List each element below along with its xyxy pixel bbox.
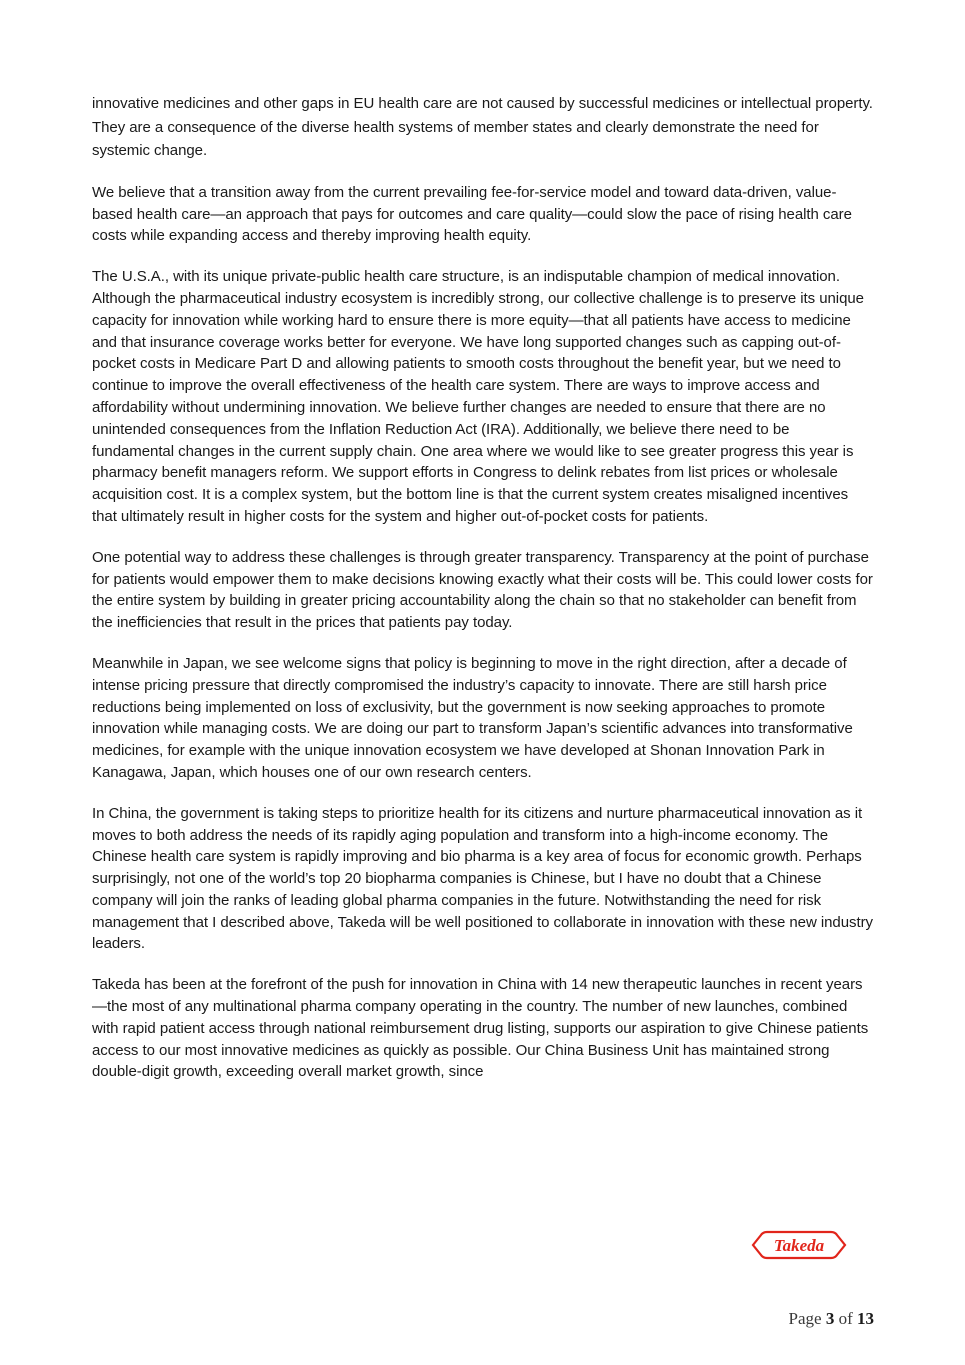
page-number — [789, 1309, 874, 1329]
current-page: 3 — [825, 1309, 835, 1328]
paragraph-2: We believe that a transition away from the current prevailing fee-for-service model and toward data-driven, value-based health care—an approach that pays for outcomes and care quality—could slow the pace of rising health care costs while expanding access and thereby improving health equity. — [92, 183, 852, 245]
paragraph-5: Meanwhile in Japan, we see welcome signs that policy is beginning to move in the right direction, after a decade of intense pricing pressure that directly compromised the industry’s capacity to innovate. There are still harsh price reductions being implemented on loss of exclusivity, but the government is now seeking approaches to promote innovation while managing costs. We are doing our part to transform Japan’s scientific advances into transformative medicines, for example with the unique innovation ecosystem we have developed at Shonan Innovation Park in Kanagawa, Japan, which houses one of our own research centers. — [92, 654, 853, 781]
paragraph-6: In China, the government is taking steps to prioritize health for its citizens and nurture pharmaceutical innovation as it moves to both address the needs of its rapidly aging population and transform into a high-income economy. The Chinese health care system is rapidly improving and bio pharma is a key area of focus for economic growth. Perhaps surprisingly, not one of the world’s top 20 biopharma companies is Chinese, but I have no doubt that a Chinese company will join the ranks of leading global pharma companies in the future. Notwithstanding the need for risk management that I described above, Takeda will be well positioned to collaborate in innovation with these new industry leaders. — [92, 804, 873, 953]
takeda-logo — [751, 1227, 847, 1263]
paragraph-1: innovative medicines and other gaps in EU health care are not caused by successful medicines or intellectual property. They are a consequence of the diverse health systems of member states and clearly demonstrate the need for systemic change. — [92, 95, 873, 160]
document-body — [92, 92, 874, 1102]
logo-wordmark: Takeda — [773, 1236, 825, 1255]
paragraph-4: One potential way to address these challenges is through greater transparency. Transparency at the point of purchase for patients would empower them to make decisions knowing exactly what their costs will be. This could lower costs for the entire system by building in greater pricing accountability along the chain so that no stakeholder can benefit from the inefficiencies that result in the prices that patients pay today. — [92, 548, 873, 632]
of-word: of — [838, 1309, 853, 1328]
paragraph-3: The U.S.A., with its unique private-public health care structure, is an indisputable champion of medical innovation. Although the pharmaceutical industry ecosystem is incredibly strong, our collective challenge is to preserve its unique capacity for innovation while working hard to ensure there is more equity—that all patients have access to medicine and that insurance coverage works better for everyone. We have long supported changes such as capping out-of-pocket costs in Medicare Part D and allowing patients to smooth costs throughout the benefit year, but we need to continue to improve the overall effectiveness of the health care system. There are ways to improve access and affordability without undermining innovation. We believe further changes are needed to ensure that there are no unintended consequences from the Inflation Reduction Act (IRA). Additionally, we believe there need to be fundamental changes in the current supply chain. One area where we would like to see greater progress this year is pharmacy benefit managers reform. We support efforts in Congress to delink rebates from list prices or wholesale acquisition cost. It is a complex system, but the bottom line is that the current system creates misaligned incentives that ultimately result in higher costs for the system and higher out-of-pocket costs for patients. — [92, 268, 864, 525]
total-pages: 13 — [857, 1309, 874, 1328]
paragraph-7: Takeda has been at the forefront of the push for innovation in China with 14 new therapeutic launches in recent years—the most of any multinational pharma company operating in the country. The number of new launches, combined with rapid patient access through national reimbursement drug listing, supports our aspiration to give Chinese patients access to our most innovative medicines as quickly as possible. Our China Business Unit has maintained strong double-digit growth, exceeding overall market growth, since — [92, 976, 869, 1081]
page-word: Page — [788, 1309, 822, 1328]
